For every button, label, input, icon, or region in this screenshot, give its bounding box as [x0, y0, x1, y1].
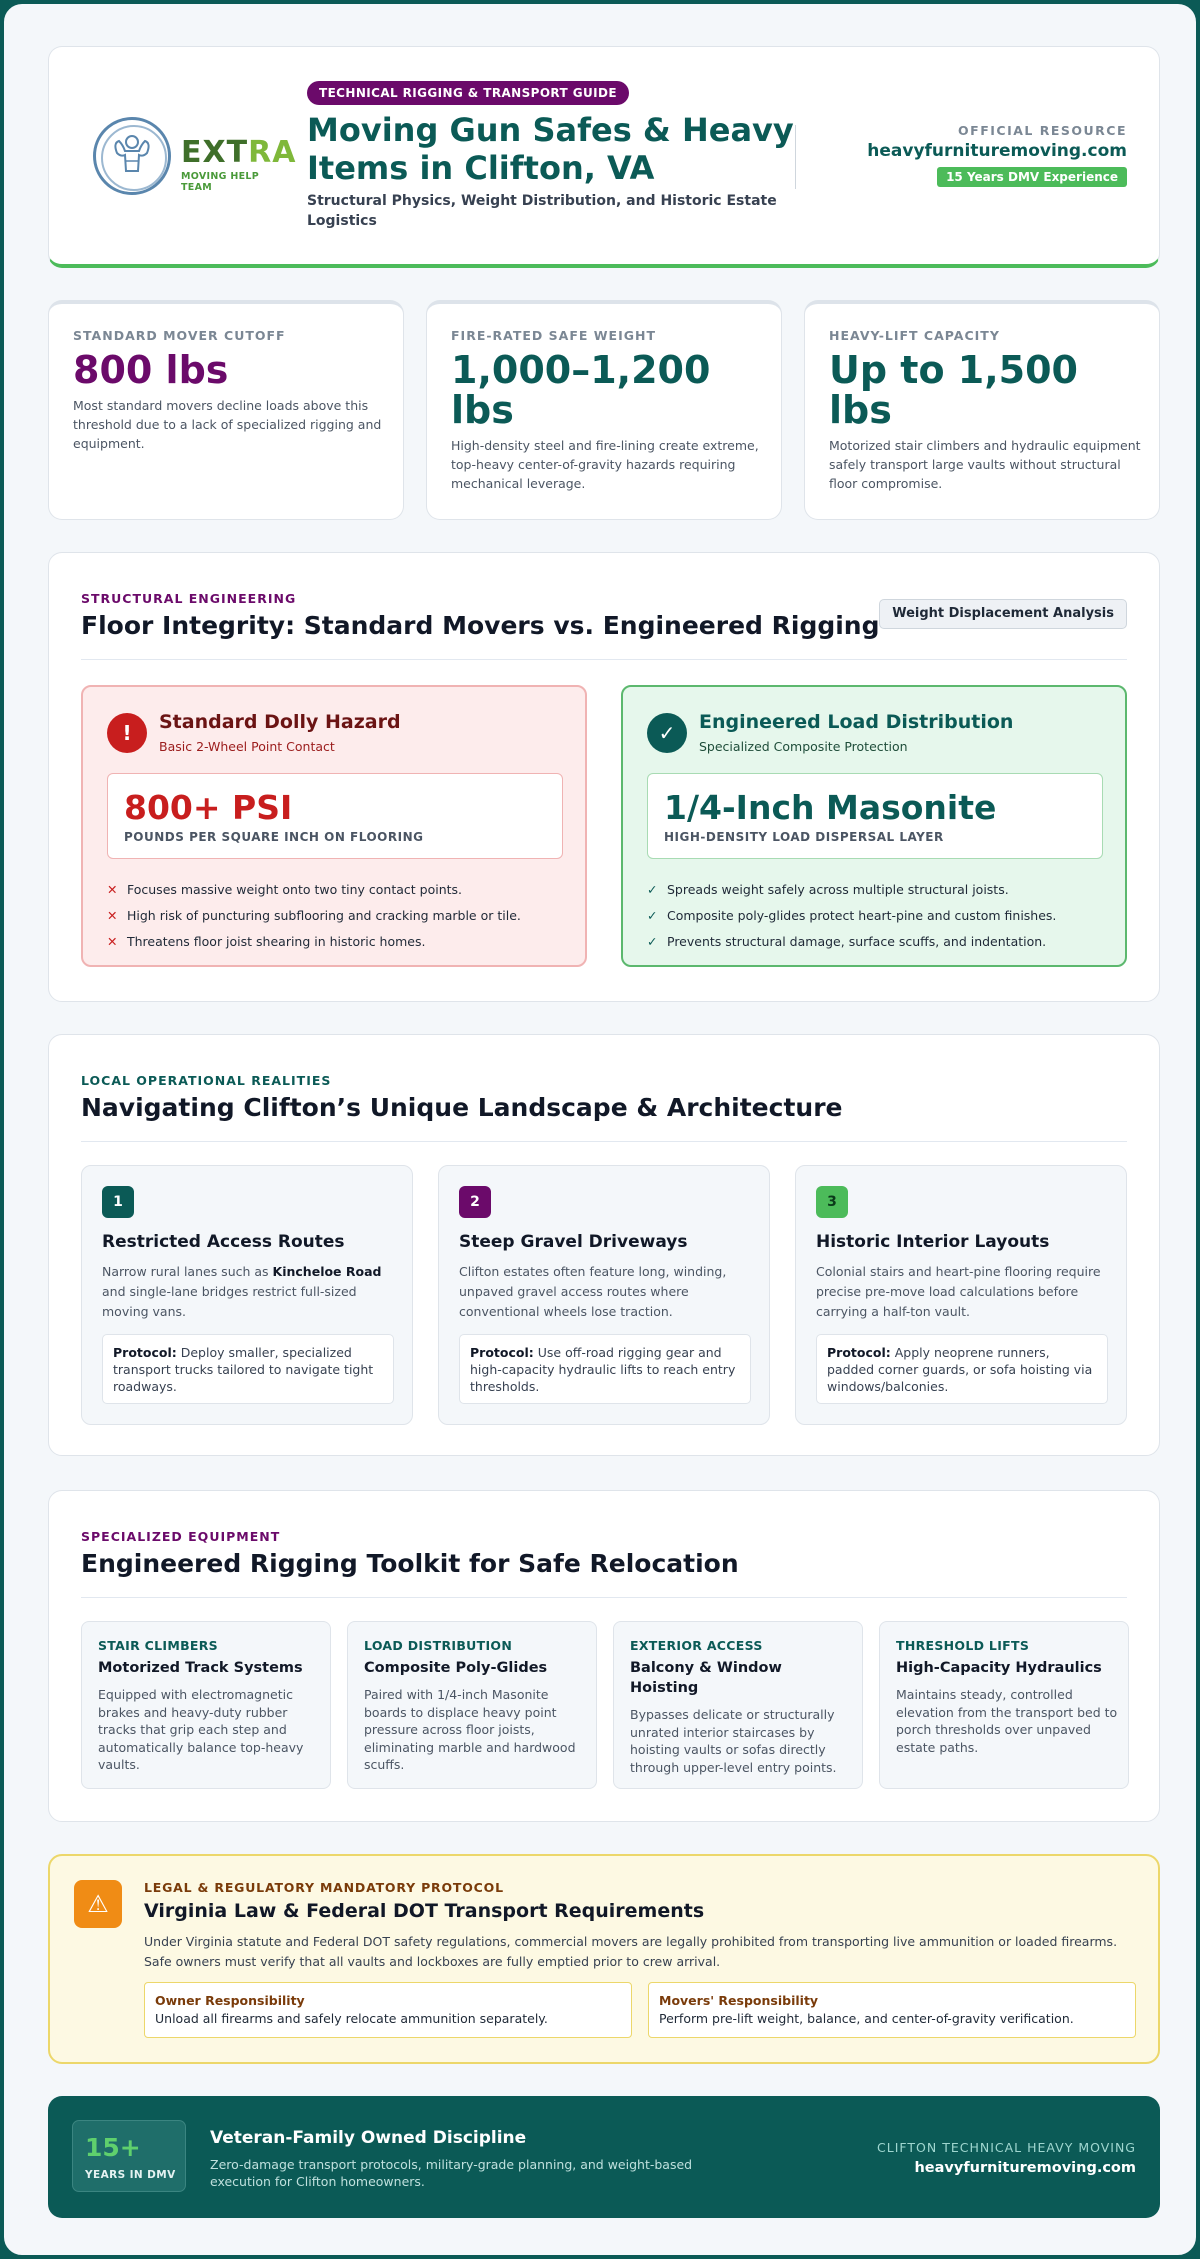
masonite-value: 1/4-Inch Masonite: [664, 788, 997, 827]
stat-desc: High-density steel and fire-lining create extreme, top-heavy center-of-gravity hazards requiring mechanical leverage.: [451, 438, 759, 491]
list-item: ✕ High risk of puncturing subflooring and cracking marble or tile.: [107, 903, 521, 929]
step-title: Historic Interior Layouts: [816, 1232, 1050, 1252]
psi-box: [107, 773, 563, 859]
tool-desc: Bypasses delicate or structurally unrated interior staircases by hoisting vaults or sofas directly through upper-level entry points.: [630, 1707, 837, 1775]
legal-kicker: LEGAL & REGULATORY MANDATORY PROTOCOL: [144, 1880, 504, 1895]
panel-subtitle: Specialized Composite Protection: [699, 739, 908, 754]
stat-desc: Most standard movers decline loads above this threshold due to a lack of specialized rigging and equipment.: [73, 398, 382, 451]
list-item: ✕ Focuses massive weight onto two tiny contact points.: [107, 877, 521, 903]
footer-title: Veteran-Family Owned Discipline: [210, 2128, 527, 2148]
psi-value: 800+ PSI: [124, 788, 293, 827]
page-subtitle: Structural Physics, Weight Distribution, and Historic Estate Logistics: [307, 193, 777, 229]
tool-kicker: EXTERIOR ACCESS: [630, 1638, 763, 1653]
section-title: Floor Integrity: Standard Movers vs. Engineered Rigging: [81, 611, 880, 640]
years-number: 15+: [85, 2133, 141, 2162]
floor-integrity-section: [48, 552, 1160, 1002]
section-kicker: SPECIALIZED EQUIPMENT: [81, 1529, 281, 1544]
stat-card-cutoff: [48, 300, 404, 520]
load-distribution-panel: [621, 685, 1127, 967]
step-desc: Colonial stairs and heart-pine flooring require precise pre-move load calculations before carrying a half-ton vault.: [816, 1264, 1101, 1319]
site-link[interactable]: heavyfurnituremoving.com: [867, 141, 1127, 161]
list-item: ✕ Threatens floor joist shearing in historic homes.: [107, 929, 521, 955]
list-item: ✓ Prevents structural damage, surface scuffs, and indentation.: [647, 929, 1056, 955]
check-icon: ✓: [647, 713, 687, 753]
check-icon: ✓: [647, 934, 658, 949]
section-kicker: STRUCTURAL ENGINEERING: [81, 591, 297, 606]
page-title: Moving Gun Safes & Heavy Items in Clifton, VA: [307, 111, 794, 187]
step-card-access-routes: [81, 1165, 413, 1425]
toolkit-section: [48, 1490, 1160, 1822]
section-divider: [81, 659, 1127, 660]
step-desc: Narrow rural lanes such as Kincheloe Road and single-lane bridges restrict full-sized moving vans.: [102, 1264, 382, 1319]
list-item: ✓ Composite poly-glides protect heart-pine and custom finishes.: [647, 903, 1056, 929]
masonite-box: [647, 773, 1103, 859]
step-protocol: Protocol: Deploy smaller, specialized transport trucks tailored to navigate tight roadways.: [102, 1334, 394, 1404]
header-card: [48, 46, 1160, 268]
benefit-list: [647, 877, 1056, 955]
stat-value: 800 lbs: [73, 348, 229, 392]
section-divider: [81, 1597, 1127, 1598]
section-title: Navigating Clifton’s Unique Landscape & Architecture: [81, 1093, 843, 1122]
guide-pill: TECHNICAL RIGGING & TRANSPORT GUIDE: [307, 81, 629, 105]
x-icon: ✕: [107, 934, 118, 949]
stat-value: 1,000–1,200 lbs: [451, 348, 711, 432]
stat-desc: Motorized stair climbers and hydraulic equipment safely transport large vaults without structural floor compromise.: [829, 438, 1141, 491]
footer: [48, 2096, 1160, 2218]
step-card-gravel-driveways: [438, 1165, 770, 1425]
panel-title: Engineered Load Distribution: [699, 711, 1014, 733]
weight-analysis-tag: Weight Displacement Analysis: [879, 599, 1127, 629]
step-number: 1: [102, 1186, 134, 1218]
check-icon: ✓: [647, 908, 658, 923]
tool-desc: Equipped with electromagnetic brakes and heavy-duty rubber tracks that grip each step and automatically balance top-heavy vaults.: [98, 1687, 304, 1772]
tool-title: Motorized Track Systems: [98, 1660, 303, 1676]
tool-title: Composite Poly-Glides: [364, 1660, 548, 1676]
legal-title: Virginia Law & Federal DOT Transport Requirements: [144, 1900, 705, 1922]
experience-badge: 15 Years DMV Experience: [937, 167, 1127, 187]
stat-value: Up to 1,500 lbs: [829, 348, 1078, 432]
dolly-hazard-panel: [81, 685, 587, 967]
x-icon: ✕: [107, 908, 118, 923]
tool-title: High-Capacity Hydraulics: [896, 1660, 1102, 1676]
stat-label: HEAVY-LIFT CAPACITY: [829, 328, 1000, 343]
check-icon: ✓: [647, 882, 658, 897]
step-title: Steep Gravel Driveways: [459, 1232, 688, 1252]
panel-subtitle: Basic 2-Wheel Point Contact: [159, 739, 335, 754]
official-label: OFFICIAL RESOURCE: [958, 123, 1127, 138]
header-divider: [795, 125, 796, 189]
years-badge: [72, 2120, 186, 2192]
owner-responsibility-box: [144, 1982, 632, 2038]
masonite-caption: HIGH-DENSITY LOAD DISPERSAL LAYER: [664, 830, 944, 844]
stat-card-capacity: [804, 300, 1160, 520]
resp-desc: Perform pre-lift weight, balance, and center-of-gravity verification.: [659, 2011, 1074, 2026]
step-title: Restricted Access Routes: [102, 1232, 345, 1252]
footer-kicker: CLIFTON TECHNICAL HEAVY MOVING: [877, 2140, 1136, 2155]
footer-site-link[interactable]: heavyfurnituremoving.com: [914, 2160, 1136, 2176]
resp-title: Owner Responsibility: [155, 1993, 305, 2008]
tool-kicker: STAIR CLIMBERS: [98, 1638, 218, 1653]
tool-card-threshold-lifts: [879, 1621, 1129, 1789]
step-desc: Clifton estates often feature long, winding, unpaved gravel access routes where conventional wheels lose traction.: [459, 1264, 727, 1319]
list-item: ✓ Spreads weight safely across multiple structural joists.: [647, 877, 1056, 903]
warning-icon: ⚠: [74, 1880, 122, 1928]
tool-kicker: THRESHOLD LIFTS: [896, 1638, 1030, 1653]
legal-section: [48, 1854, 1160, 2064]
strongman-icon: [105, 131, 159, 181]
stat-card-safe-weight: [426, 300, 782, 520]
tool-card-load-distribution: [347, 1621, 597, 1789]
logo-tagline: MOVING HELP TEAM: [181, 171, 259, 193]
tool-title: Balcony & Window Hoisting: [630, 1660, 782, 1696]
tool-desc: Maintains steady, controlled elevation from the transport bed to porch thresholds over unpaved estate paths.: [896, 1687, 1118, 1755]
resp-title: Movers' Responsibility: [659, 1993, 819, 2008]
x-icon: ✕: [107, 882, 118, 897]
clifton-section: [48, 1034, 1160, 1456]
step-protocol: Protocol: Use off-road rigging gear and high-capacity hydraulic lifts to reach entry thresholds.: [459, 1334, 751, 1404]
tool-kicker: LOAD DISTRIBUTION: [364, 1638, 513, 1653]
stat-label: STANDARD MOVER CUTOFF: [73, 328, 286, 343]
alert-icon: !: [107, 713, 147, 753]
logo[interactable]: [93, 117, 297, 201]
step-card-historic-layouts: [795, 1165, 1127, 1425]
step-number: 2: [459, 1186, 491, 1218]
step-protocol: Protocol: Apply neoprene runners, padded corner guards, or sofa hoisting via windows/balconies.: [816, 1334, 1108, 1404]
years-label: YEARS IN DMV: [85, 2169, 176, 2181]
step-number: 3: [816, 1186, 848, 1218]
section-divider: [81, 1141, 1127, 1142]
section-title: Engineered Rigging Toolkit for Safe Relocation: [81, 1549, 739, 1578]
resp-desc: Unload all firearms and safely relocate ammunition separately.: [155, 2011, 548, 2026]
tool-card-exterior-access: [613, 1621, 863, 1789]
stat-label: FIRE-RATED SAFE WEIGHT: [451, 328, 656, 343]
footer-desc: Zero-damage transport protocols, military-grade planning, and weight-based execution for Clifton homeowners.: [210, 2157, 693, 2189]
hazard-list: [107, 877, 521, 955]
movers-responsibility-box: [648, 1982, 1136, 2038]
legal-desc: Under Virginia statute and Federal DOT safety regulations, commercial movers are legally prohibited from transporting live ammunition or loaded firearms. Safe owners must verify that all vaults and lockboxes are fully emptied prior to crew arrival.: [144, 1934, 1118, 1969]
tool-desc: Paired with 1/4-inch Masonite boards to displace heavy point pressure across floor joists, eliminating marble and hardwood scuffs.: [364, 1687, 576, 1772]
panel-title: Standard Dolly Hazard: [159, 711, 401, 733]
section-kicker: LOCAL OPERATIONAL REALITIES: [81, 1073, 332, 1088]
tool-card-stair-climbers: [81, 1621, 331, 1789]
psi-caption: POUNDS PER SQUARE INCH ON FLOORING: [124, 830, 424, 844]
logo-word: EXTRA: [181, 135, 297, 170]
